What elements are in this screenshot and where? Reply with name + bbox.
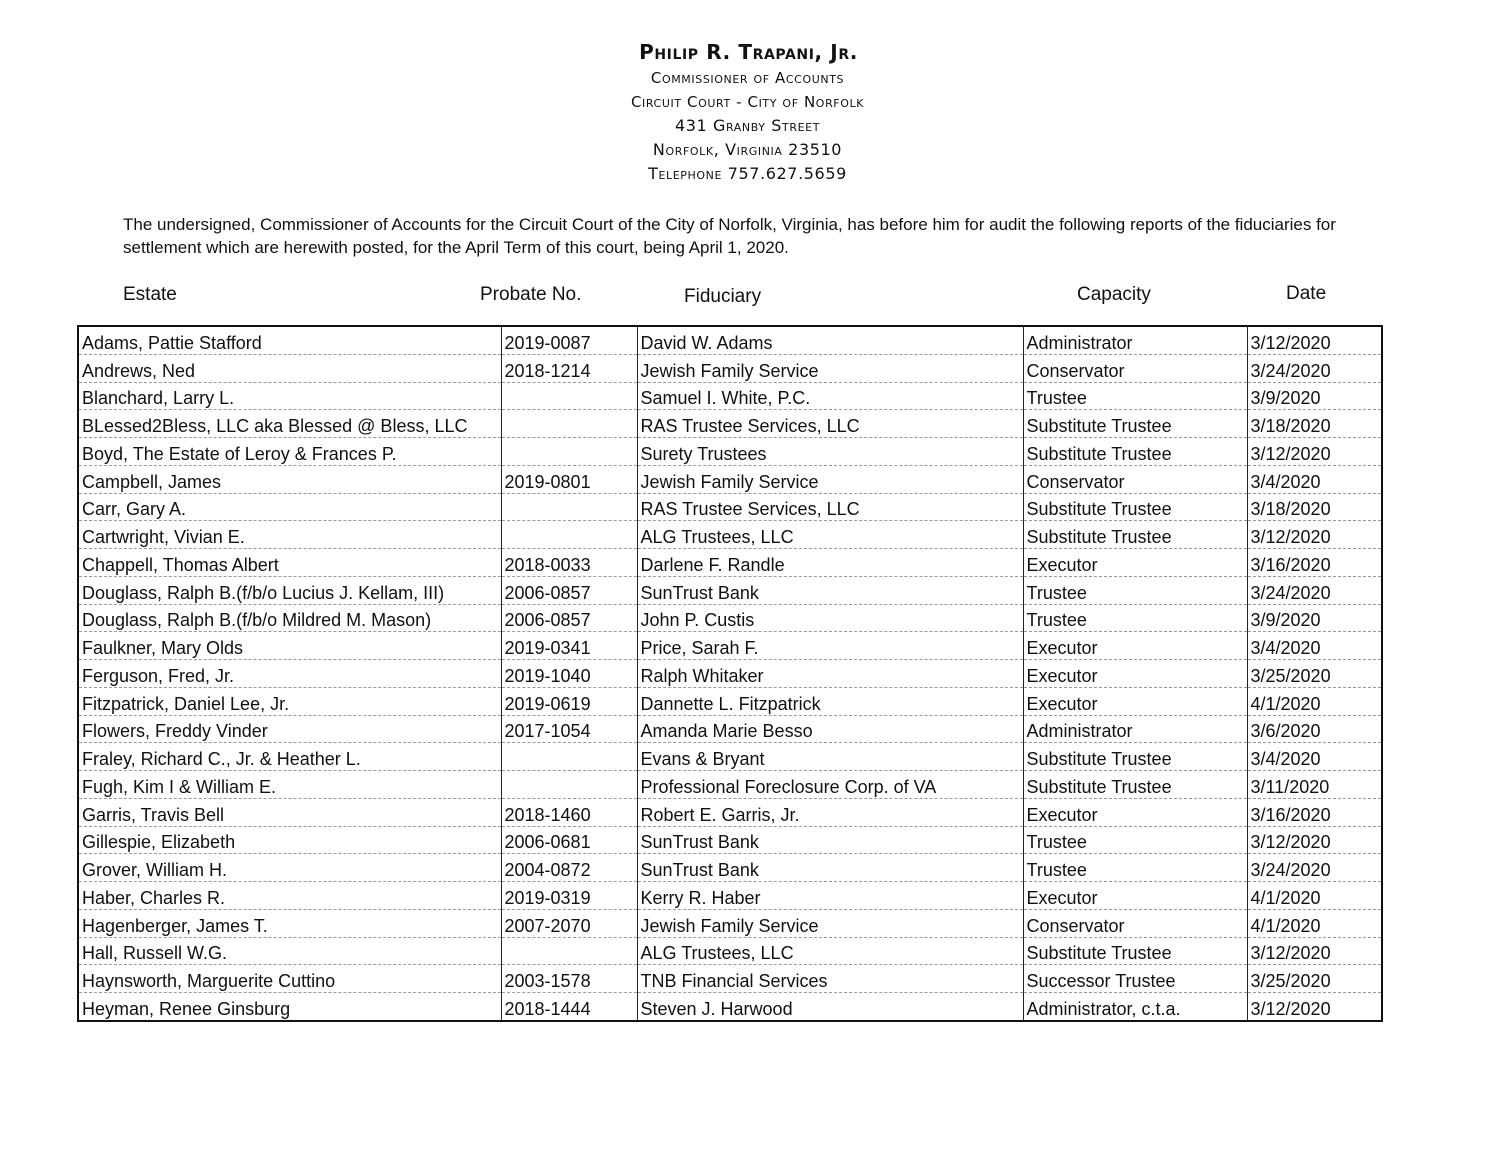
cell-capacity: Executor bbox=[1023, 660, 1247, 688]
cell-capacity: Substitute Trustee bbox=[1023, 743, 1247, 771]
cell-date: 3/4/2020 bbox=[1247, 632, 1381, 660]
cell-probate bbox=[501, 438, 637, 466]
cell-capacity: Administrator bbox=[1023, 715, 1247, 743]
cell-estate: Ferguson, Fred, Jr. bbox=[79, 660, 501, 688]
cell-date: 3/16/2020 bbox=[1247, 549, 1381, 577]
cell-capacity: Conservator bbox=[1023, 465, 1247, 493]
cell-fiduciary: Evans & Bryant bbox=[637, 743, 1023, 771]
cell-fiduciary: Jewish Family Service bbox=[637, 354, 1023, 382]
cell-date: 3/24/2020 bbox=[1247, 576, 1381, 604]
cell-fiduciary: David W. Adams bbox=[637, 327, 1023, 354]
cell-capacity: Trustee bbox=[1023, 854, 1247, 882]
cell-probate: 2003-1578 bbox=[501, 965, 637, 993]
cell-probate: 2018-1460 bbox=[501, 798, 637, 826]
table-row bbox=[79, 715, 1381, 743]
cell-estate: Gillespie, Elizabeth bbox=[79, 826, 501, 854]
cell-estate: BLessed2Bless, LLC aka Blessed @ Bless, LLC bbox=[79, 410, 501, 438]
cell-date: 3/9/2020 bbox=[1247, 604, 1381, 632]
cell-probate: 2019-1040 bbox=[501, 660, 637, 688]
cell-capacity: Executor bbox=[1023, 549, 1247, 577]
cell-fiduciary: Ralph Whitaker bbox=[637, 660, 1023, 688]
cell-probate bbox=[501, 937, 637, 965]
intro-paragraph: The undersigned, Commissioner of Accounts for the Circuit Court of the City of Norfolk, Virginia, has before him for audit the following reports of the fiduciaries for settlement which are herewith posted, for the April Term of this court, being April 1, 2020. bbox=[123, 215, 1336, 257]
cell-date: 3/9/2020 bbox=[1247, 382, 1381, 410]
cell-estate: Flowers, Freddy Vinder bbox=[79, 715, 501, 743]
table-row bbox=[79, 965, 1381, 993]
court-name: Circuit Court - City of Norfolk bbox=[630, 93, 865, 111]
cell-date: 4/1/2020 bbox=[1247, 909, 1381, 937]
table-row bbox=[79, 493, 1381, 521]
commissioner-name: Philip R. Trapani, Jr. bbox=[639, 40, 858, 64]
cell-capacity: Conservator bbox=[1023, 354, 1247, 382]
header-probate: Probate No. bbox=[480, 284, 582, 305]
cell-fiduciary: Professional Foreclosure Corp. of VA bbox=[637, 771, 1023, 799]
table-row bbox=[79, 438, 1381, 466]
cell-date: 4/1/2020 bbox=[1247, 882, 1381, 910]
cell-capacity: Executor bbox=[1023, 882, 1247, 910]
cell-probate: 2006-0681 bbox=[501, 826, 637, 854]
cell-capacity: Trustee bbox=[1023, 576, 1247, 604]
cell-estate: Hall, Russell W.G. bbox=[79, 937, 501, 965]
cell-capacity: Administrator bbox=[1023, 327, 1247, 354]
cell-estate: Faulkner, Mary Olds bbox=[79, 632, 501, 660]
cell-fiduciary: SunTrust Bank bbox=[637, 854, 1023, 882]
cell-estate: Hagenberger, James T. bbox=[79, 909, 501, 937]
cell-estate: Fitzpatrick, Daniel Lee, Jr. bbox=[79, 687, 501, 715]
table-row bbox=[79, 382, 1381, 410]
cell-estate: Boyd, The Estate of Leroy & Frances P. bbox=[79, 438, 501, 466]
cell-fiduciary: Surety Trustees bbox=[637, 438, 1023, 466]
cell-fiduciary: Steven J. Harwood bbox=[637, 993, 1023, 1020]
cell-fiduciary: Jewish Family Service bbox=[637, 465, 1023, 493]
cell-date: 3/4/2020 bbox=[1247, 465, 1381, 493]
cell-capacity: Administrator, c.t.a. bbox=[1023, 993, 1247, 1020]
commissioner-title: Commissioner of Accounts bbox=[650, 69, 845, 87]
cell-fiduciary: Price, Sarah F. bbox=[637, 632, 1023, 660]
table-row bbox=[79, 604, 1381, 632]
table-row bbox=[79, 410, 1381, 438]
cell-capacity: Conservator bbox=[1023, 909, 1247, 937]
cell-fiduciary: RAS Trustee Services, LLC bbox=[637, 410, 1023, 438]
cell-probate bbox=[501, 410, 637, 438]
cell-capacity: Substitute Trustee bbox=[1023, 410, 1247, 438]
cell-date: 3/12/2020 bbox=[1250, 998, 1331, 1019]
cell-date: 3/6/2020 bbox=[1247, 715, 1381, 743]
cell-estate: Haber, Charles R. bbox=[79, 882, 501, 910]
cell-probate: 2019-0087 bbox=[501, 327, 637, 354]
cell-fiduciary: Darlene F. Randle bbox=[637, 549, 1023, 577]
cell-date: 3/25/2020 bbox=[1247, 660, 1381, 688]
cell-fiduciary: TNB Financial Services bbox=[637, 965, 1023, 993]
table-row bbox=[79, 660, 1381, 688]
table-row bbox=[79, 993, 1381, 1020]
cell-probate: 2018-1444 bbox=[501, 993, 637, 1020]
cell-probate bbox=[501, 771, 637, 799]
cell-estate: Blanchard, Larry L. bbox=[79, 382, 501, 410]
fiduciary-table bbox=[77, 325, 1383, 1022]
cell-fiduciary: Kerry R. Haber bbox=[637, 882, 1023, 910]
cell-capacity: Substitute Trustee bbox=[1023, 493, 1247, 521]
cell-date: 3/16/2020 bbox=[1247, 798, 1381, 826]
cell-date: 3/18/2020 bbox=[1247, 410, 1381, 438]
letterhead bbox=[0, 38, 1495, 186]
table-row bbox=[79, 632, 1381, 660]
cell-fiduciary: Dannette L. Fitzpatrick bbox=[637, 687, 1023, 715]
cell-estate: Heyman, Renee Ginsburg bbox=[79, 993, 501, 1020]
city-state-zip: Norfolk, Virginia 23510 bbox=[652, 140, 843, 159]
cell-capacity: Executor bbox=[1023, 687, 1247, 715]
cell-capacity: Substitute Trustee bbox=[1023, 937, 1247, 965]
cell-capacity: Executor bbox=[1023, 632, 1247, 660]
cell-capacity: Trustee bbox=[1023, 382, 1247, 410]
cell-probate: 2018-1214 bbox=[501, 354, 637, 382]
cell-probate: 2019-0801 bbox=[501, 465, 637, 493]
table-row bbox=[79, 771, 1381, 799]
cell-probate: 2007-2070 bbox=[501, 909, 637, 937]
cell-estate: Adams, Pattie Stafford bbox=[79, 327, 501, 354]
cell-probate: 2018-0033 bbox=[501, 549, 637, 577]
cell-probate bbox=[501, 493, 637, 521]
cell-fiduciary: RAS Trustee Services, LLC bbox=[637, 493, 1023, 521]
cell-estate: Carr, Gary A. bbox=[79, 493, 501, 521]
cell-estate: Andrews, Ned bbox=[79, 354, 501, 382]
cell-estate: Douglass, Ralph B.(f/b/o Lucius J. Kellam, III) bbox=[79, 576, 501, 604]
table-row bbox=[79, 743, 1381, 771]
cell-probate: 2006-0857 bbox=[501, 604, 637, 632]
table-row bbox=[79, 576, 1381, 604]
cell-capacity: Trustee bbox=[1023, 604, 1247, 632]
cell-date: 3/4/2020 bbox=[1247, 743, 1381, 771]
cell-probate: 2019-0319 bbox=[501, 882, 637, 910]
cell-probate bbox=[501, 743, 637, 771]
cell-fiduciary: ALG Trustees, LLC bbox=[637, 521, 1023, 549]
cell-fiduciary: ALG Trustees, LLC bbox=[637, 937, 1023, 965]
cell-fiduciary: Samuel I. White, P.C. bbox=[637, 382, 1023, 410]
table-row bbox=[79, 465, 1381, 493]
cell-date: 4/1/2020 bbox=[1247, 687, 1381, 715]
cell-fiduciary: SunTrust Bank bbox=[637, 826, 1023, 854]
street-address: 431 Granby Street bbox=[674, 116, 821, 135]
cell-probate: 2019-0619 bbox=[501, 687, 637, 715]
cell-capacity: Substitute Trustee bbox=[1023, 771, 1247, 799]
cell-capacity: Trustee bbox=[1023, 826, 1247, 854]
cell-capacity: Substitute Trustee bbox=[1023, 438, 1247, 466]
cell-estate: Haynsworth, Marguerite Cuttino bbox=[79, 965, 501, 993]
cell-date: 3/12/2020 bbox=[1247, 327, 1381, 354]
cell-estate: Cartwright, Vivian E. bbox=[79, 521, 501, 549]
cell-capacity: Substitute Trustee bbox=[1023, 521, 1247, 549]
cell-date: 3/24/2020 bbox=[1247, 354, 1381, 382]
cell-date: 3/25/2020 bbox=[1247, 965, 1381, 993]
table-row bbox=[79, 909, 1381, 937]
table-row bbox=[79, 327, 1381, 354]
cell-date: 3/12/2020 bbox=[1247, 521, 1381, 549]
table-row bbox=[79, 549, 1381, 577]
table-row bbox=[79, 882, 1381, 910]
cell-fiduciary: Jewish Family Service bbox=[637, 909, 1023, 937]
cell-fiduciary: SunTrust Bank bbox=[637, 576, 1023, 604]
header-date: Date bbox=[1286, 283, 1327, 304]
cell-probate: 2006-0857 bbox=[501, 576, 637, 604]
cell-date: 3/18/2020 bbox=[1247, 493, 1381, 521]
cell-estate: Grover, William H. bbox=[79, 854, 501, 882]
cell-date: 3/11/2020 bbox=[1247, 771, 1381, 799]
cell-fiduciary: Robert E. Garris, Jr. bbox=[637, 798, 1023, 826]
telephone: Telephone 757.627.5659 bbox=[648, 164, 847, 183]
table-row bbox=[79, 854, 1381, 882]
cell-probate bbox=[501, 382, 637, 410]
cell-estate: Campbell, James bbox=[79, 465, 501, 493]
cell-probate: 2017-1054 bbox=[501, 715, 637, 743]
cell-estate: Garris, Travis Bell bbox=[79, 798, 501, 826]
table-row bbox=[79, 798, 1381, 826]
column-headers bbox=[0, 284, 1495, 310]
table-row bbox=[79, 521, 1381, 549]
cell-estate: Fraley, Richard C., Jr. & Heather L. bbox=[79, 743, 501, 771]
header-capacity: Capacity bbox=[1077, 284, 1151, 305]
cell-capacity: Executor bbox=[1023, 798, 1247, 826]
cell-probate: 2004-0872 bbox=[501, 854, 637, 882]
cell-capacity: Successor Trustee bbox=[1023, 965, 1247, 993]
table-row bbox=[79, 826, 1381, 854]
cell-date: 3/24/2020 bbox=[1247, 854, 1381, 882]
cell-estate: Chappell, Thomas Albert bbox=[79, 549, 501, 577]
cell-fiduciary: John P. Custis bbox=[637, 604, 1023, 632]
cell-fiduciary: Amanda Marie Besso bbox=[637, 715, 1023, 743]
table-row bbox=[79, 937, 1381, 965]
cell-date: 3/12/2020 bbox=[1247, 826, 1381, 854]
cell-probate bbox=[501, 521, 637, 549]
cell-date: 3/12/2020 bbox=[1247, 937, 1381, 965]
header-estate: Estate bbox=[123, 284, 177, 305]
cell-probate: 2019-0341 bbox=[501, 632, 637, 660]
cell-estate: Fugh, Kim I & William E. bbox=[79, 771, 501, 799]
header-fiduciary: Fiduciary bbox=[684, 286, 762, 307]
table-row bbox=[79, 687, 1381, 715]
cell-estate: Douglass, Ralph B.(f/b/o Mildred M. Mason) bbox=[79, 604, 501, 632]
cell-date: 3/12/2020 bbox=[1247, 438, 1381, 466]
table-row bbox=[79, 354, 1381, 382]
